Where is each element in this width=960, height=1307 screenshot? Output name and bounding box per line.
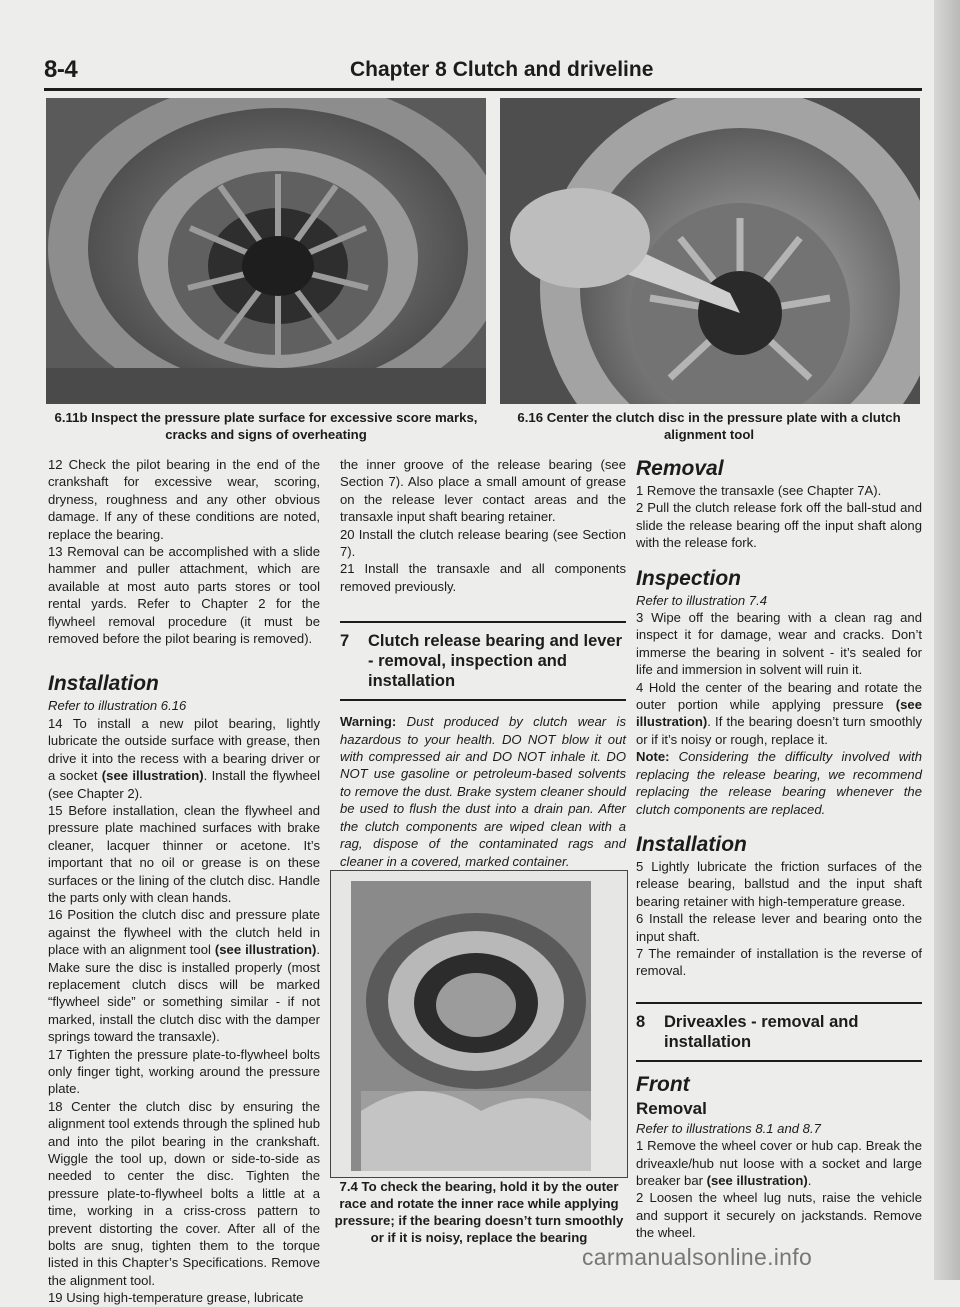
paragraph-12: 12 Check the pilot bearing in the end of the crankshaft for excessive wear, scoring, dryness, roughness and any other obvious damage. If any of these conditions are noted, replace the bearing. bbox=[48, 457, 320, 542]
note: Note: Considering the difficulty involved with replacing the release bearing, we recommend replacing the release bearing whenever the clutch components are replaced. bbox=[636, 749, 922, 817]
step-f2: 2 Loosen the wheel lug nuts, raise the vehicle and support it securely on jackstands. Remove the wheel. bbox=[636, 1190, 922, 1241]
paragraph-19-continued: the inner groove of the release bearing (see Section 7). Also place a small amount of grease on the release lever contact areas and the transaxle input shaft bearing retainer. bbox=[340, 457, 626, 525]
page-header bbox=[44, 56, 920, 86]
header-rule bbox=[44, 88, 922, 91]
figure-caption-6-16: 6.16 Center the clutch disc in the pressure plate with a clutch alignment tool bbox=[517, 410, 901, 442]
section-7-title: Clutch release bearing and lever - removal, inspection and installation bbox=[368, 632, 623, 691]
step-n6: 6 Install the release lever and bearing onto the input shaft. bbox=[636, 911, 922, 944]
section-7-number: 7 bbox=[340, 632, 350, 651]
paragraph-20: 20 Install the clutch release bearing (see Section 7). bbox=[340, 526, 626, 560]
section-8-number: 8 bbox=[636, 1012, 646, 1031]
see-illustration-link: (see illustration) bbox=[101, 768, 204, 784]
warning-label: Warning: bbox=[340, 714, 397, 730]
step-r2: 2 Pull the clutch release fork off the ball-stud and slide the release bearing off the input shaft along with the release fork. bbox=[636, 500, 922, 551]
step-i3: 3 Wipe off the bearing with a clean rag and inspect it for damage, wear and cracks. Don’t immerse the bearing in solvent - it’s sealed for life and immersion in solvent will ruin it. bbox=[636, 610, 922, 678]
paragraph-19: 19 Using high-temperature grease, lubricate bbox=[48, 1290, 304, 1306]
step-r1: 1 Remove the transaxle (see Chapter 7A). bbox=[636, 483, 882, 498]
installation-ref: Refer to illustration 6.16 bbox=[48, 698, 187, 714]
inspection-ref: Refer to illustration 7.4 bbox=[636, 592, 768, 608]
paragraph-13: 13 Removal can be accomplished with a slide hammer and puller attachment, which are available at most auto parts stores or tool rental yards. Refer to Chapter 2 for the flywheel removal procedure (it must be removed before the pilot bearing is removed). bbox=[48, 544, 320, 647]
step-n7: 7 The remainder of installation is the reverse of removal. bbox=[636, 945, 922, 979]
section-8-title: Driveaxles - removal and installation bbox=[664, 1012, 859, 1051]
column-1 bbox=[48, 456, 320, 1307]
warning-note: Warning: Dust produced by clutch wear is hazardous to your health. DO NOT blow it out with compressed air and DO NOT inhale it. DO NOT use gasoline or petroleum-based solvents to remove the dust. Brake system cleaner should be used to flush the dust into a drain pan. After the clutch components are wiped clean with a rag, dispose of the contaminated rags and cleaner in a covered, marked container. bbox=[340, 714, 626, 869]
release-bearing-photo bbox=[330, 870, 628, 1178]
installation-heading: Installation bbox=[636, 832, 747, 856]
paragraph-18: 18 Center the clutch disc by ensuring the alignment tool extends through the splined hub and into the pilot bearing in the crankshaft. Wiggle the tool up, down or side-to-side as needed to center the disc. Tighten the pressure plate-to-flywheel bolts a little at a time, working in a criss-cross pattern to prevent distorting the cover. After all of the bolts are snug, tighten them to the torque listed in this Chapter’s Specifications. Remove the alignment tool. bbox=[48, 1098, 320, 1288]
figure-caption-6-11b: 6.11b Inspect the pressure plate surface for excessive score marks, cracks and signs of overheating bbox=[54, 410, 478, 442]
note-label: Note: bbox=[636, 749, 670, 765]
installation-heading: Installation bbox=[48, 672, 159, 696]
removal-heading: Removal bbox=[636, 457, 724, 480]
section-8-heading bbox=[636, 1012, 922, 1052]
page-number: 8-4 bbox=[44, 56, 78, 83]
see-illustration-link: (see illustration) bbox=[636, 697, 922, 730]
inspection-heading: Inspection bbox=[636, 566, 742, 590]
chapter-title: Chapter 8 Clutch and driveline bbox=[350, 58, 654, 81]
clutch-alignment-photo bbox=[500, 98, 920, 404]
page-edge-shadow bbox=[934, 0, 960, 1280]
column-2 bbox=[340, 456, 626, 870]
step-n5: 5 Lightly lubricate the friction surfaces of the release bearing, ballstud and the input shaft bearing retainer with high-temperature grease. bbox=[636, 858, 922, 909]
figure-caption-7-4: 7.4 To check the bearing, hold it by the outer race and rotate the inner race while applying pressure; if the bearing doesn’t turn smoothly or if it is noisy, replace the bearing bbox=[334, 1179, 624, 1245]
section-7-heading bbox=[340, 631, 626, 691]
step-f1: 1 Remove the wheel cover or hub cap. Break the driveaxle/hub nut loose with a socket and large breaker bar (see illustration). bbox=[636, 1138, 922, 1188]
paragraph-17: 17 Tighten the pressure plate-to-flywheel bolts only finger tight, working around the pressure plate. bbox=[48, 1046, 320, 1097]
front-removal-heading: Removal bbox=[636, 1098, 707, 1118]
column-3 bbox=[636, 456, 922, 1242]
paragraph-15: 15 Before installation, clean the flywheel and pressure plate machined surfaces with brake cleaner, lacquer thinner or acetone. It’s important that no oil or grease is on these surfaces or the lining of the clutch disc. Handle the parts only with clean hands. bbox=[48, 802, 320, 905]
front-heading: Front bbox=[636, 1072, 690, 1096]
watermark: carmanualsonline.info bbox=[582, 1244, 813, 1270]
front-removal-ref: Refer to illustrations 8.1 and 8.7 bbox=[636, 1120, 821, 1136]
pressure-plate-photo bbox=[46, 98, 486, 404]
paragraph-14: 14 To install a new pilot bearing, lightly lubricate the outside surface with grease, then drive it into the recess with a bearing driver or a socket (see illustration). Install the flywheel (see Chapter 2). bbox=[48, 715, 320, 801]
step-i4: 4 Hold the center of the bearing and rotate the outer portion while applying pressure (see illustration). If the bearing doesn’t turn smoothly or if it’s noisy or rough, replace it. bbox=[636, 679, 922, 747]
paragraph-21: 21 Install the transaxle and all components removed previously. bbox=[340, 561, 626, 594]
paragraph-16: 16 Position the clutch disc and pressure plate against the flywheel with the clutch held in place with an alignment tool (see illustration). Make sure the disc is installed properly (most replacement clutch discs will be marked “flywheel side” or something similar - if not marked, install the clutch disc with the damper springs toward the transaxle). bbox=[48, 907, 320, 1045]
see-illustration-link: (see illustration) bbox=[214, 942, 317, 958]
see-illustration-link: (see illustration) bbox=[706, 1172, 808, 1188]
